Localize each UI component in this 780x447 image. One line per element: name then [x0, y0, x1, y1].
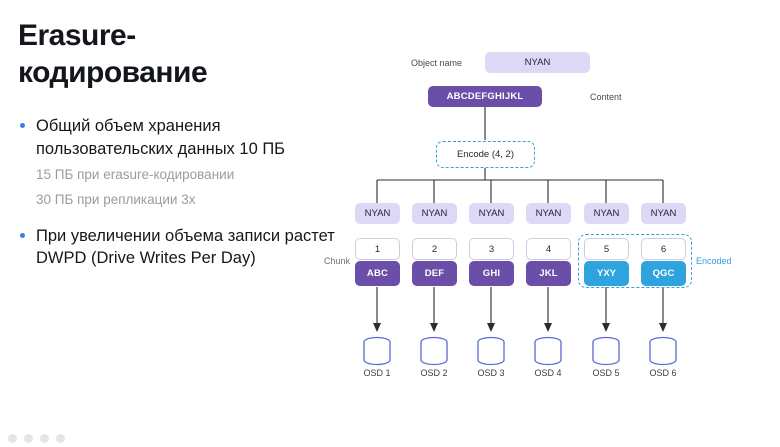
- content-label: Content: [590, 92, 622, 102]
- progress-dot: [24, 434, 33, 443]
- chunk-value: GHI: [469, 261, 514, 286]
- chunk-index: 5: [584, 238, 629, 260]
- chunk-index: 4: [526, 238, 571, 260]
- chunk-value-encoded: YXY: [584, 261, 629, 286]
- osd-cylinder-group: [364, 338, 676, 365]
- chunk-index: 2: [412, 238, 457, 260]
- osd-label: OSD 6: [649, 368, 677, 378]
- bullet-text: При увеличении объема записи растет DWPD (Drive Writes Per Day): [36, 226, 335, 268]
- page-title-line-1: Erasure-: [18, 19, 136, 52]
- chunk-value: JKL: [526, 261, 571, 286]
- spacer: [18, 211, 348, 225]
- slide-left-column: [18, 18, 351, 274]
- slide-progress-dots: [8, 434, 65, 443]
- encoded-label: Encoded: [696, 256, 732, 266]
- bullet-subtext: 15 ПБ при erasure-кодировании: [36, 166, 235, 182]
- chunk-header: NYAN: [641, 203, 686, 224]
- bullet-dot-icon: [20, 233, 25, 238]
- chunk-index: 6: [641, 238, 686, 260]
- list-item: [18, 225, 351, 271]
- chunk-index: 1: [355, 238, 400, 260]
- chunk-header: NYAN: [355, 203, 400, 224]
- object-name-label: Object name: [411, 58, 463, 68]
- chunk-value-encoded: QGC: [641, 261, 686, 286]
- page-title-line-2: кодирование: [18, 55, 208, 89]
- progress-dot: [8, 434, 17, 443]
- chunk-value: ABC: [355, 261, 400, 286]
- chunk-header: NYAN: [584, 203, 629, 224]
- bullet-list: [18, 115, 351, 270]
- erasure-coding-diagram: [324, 0, 780, 447]
- chunk-index: 3: [469, 238, 514, 260]
- content-value: ABCDEFGHIJKL: [428, 86, 542, 107]
- bullet-subtext: 30 ПБ при репликации 3x: [36, 191, 196, 207]
- chunk-header: NYAN: [526, 203, 571, 224]
- osd-label: OSD 4: [534, 368, 562, 378]
- osd-label: OSD 1: [363, 368, 391, 378]
- chunk-label: Chunk: [324, 256, 351, 266]
- progress-dot: [56, 434, 65, 443]
- chunk-header: NYAN: [412, 203, 457, 224]
- page-title: [18, 18, 348, 91]
- chunk-value: DEF: [412, 261, 457, 286]
- chunk-header: NYAN: [469, 203, 514, 224]
- bullet-dot-icon: [20, 123, 25, 128]
- osd-label: OSD 5: [592, 368, 620, 378]
- object-name-value: NYAN: [485, 52, 590, 73]
- progress-dot: [40, 434, 49, 443]
- encode-box: Encode (4, 2): [436, 141, 535, 168]
- osd-label: OSD 3: [477, 368, 505, 378]
- osd-label: OSD 2: [420, 368, 448, 378]
- bullet-text: Общий объем хранения пользовательских данных 10 ПБ: [36, 117, 286, 158]
- list-item: [18, 115, 348, 161]
